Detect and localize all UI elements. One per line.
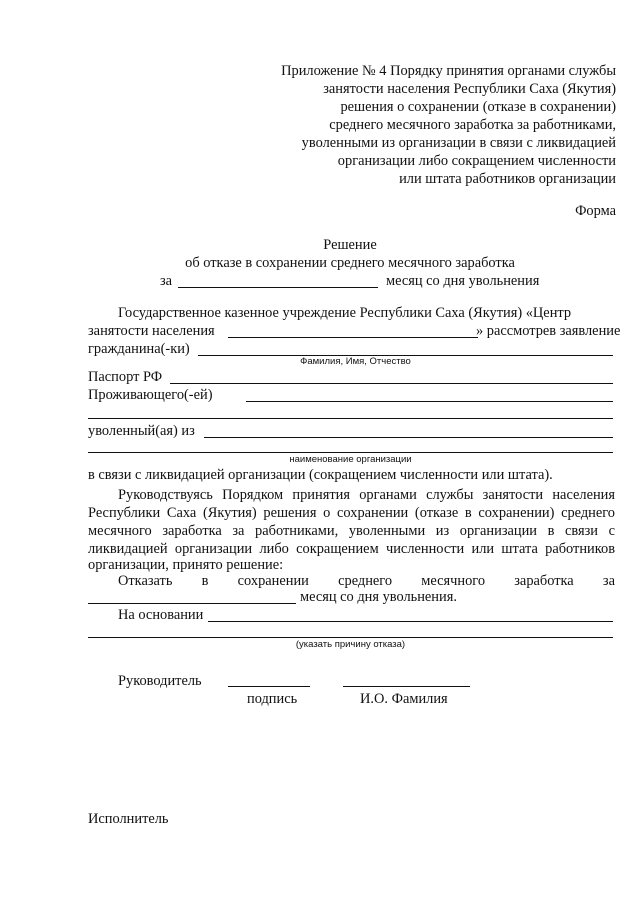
- residing-label: Проживающего(-ей): [88, 387, 213, 403]
- refuse-months-blank: [88, 603, 296, 604]
- basis-label: На основании: [118, 607, 204, 623]
- guided-line-3: месячного заработка за работниками, уволенными из организации в связи с: [88, 523, 615, 539]
- basis-blank-2: [88, 637, 613, 638]
- signature-caption: подпись: [247, 691, 298, 707]
- cause-caption: (указать причину отказа): [295, 639, 406, 650]
- passport-label: Паспорт РФ: [88, 369, 163, 385]
- refuse-word: в: [201, 573, 209, 589]
- appendix-line: занятости населения Республики Саха (Якутия): [323, 81, 616, 97]
- refuse-word: среднего: [338, 573, 393, 589]
- address-blank: [246, 401, 613, 402]
- title-decision: Решение: [323, 237, 377, 253]
- title-za: за: [160, 273, 173, 289]
- citizen-label: гражданина(-ки): [88, 341, 190, 357]
- name-caption: И.О. Фамилия: [360, 691, 448, 707]
- application-text: » рассмотрев заявление: [476, 323, 621, 339]
- institution-line: Государственное казенное учреждение Республики Саха (Якутия) «Центр: [118, 305, 572, 321]
- refuse-word: за: [602, 573, 615, 589]
- guided-line-2: Республики Саха (Якутия) решения о сохранении (отказе в сохранении) среднего: [88, 505, 615, 521]
- basis-blank: [208, 621, 613, 622]
- guided-line-4: ликвидацией организации либо сокращением численности или штата работников: [88, 541, 615, 557]
- title-subject: об отказе в сохранении среднего месячного заработка: [185, 255, 515, 271]
- refuse-word: месячного: [421, 573, 486, 589]
- reason-line: в связи с ликвидацией организации (сокращением численности или штата).: [88, 467, 553, 483]
- passport-blank: [170, 383, 613, 384]
- appendix-line: Приложение № 4 Порядку принятия органами службы: [281, 63, 616, 79]
- organization-caption: наименование организации: [289, 454, 412, 465]
- months-blank-line: [178, 287, 378, 288]
- organization-blank: [204, 437, 613, 438]
- guided-line-1: Руководствуясь Порядком принятия органами службы занятости населения: [118, 487, 615, 503]
- appendix-line: уволенными из организации в связи с ликвидацией: [301, 135, 616, 151]
- dismissed-label: уволенный(ая) из: [88, 423, 195, 439]
- employment-center-label: занятости населения: [88, 323, 215, 339]
- fio-caption: Фамилия, Имя, Отчество: [300, 356, 411, 367]
- executor-label: Исполнитель: [88, 811, 169, 827]
- refuse-word: заработка: [514, 573, 574, 589]
- center-name-blank: [228, 337, 478, 338]
- appendix-line: или штата работников организации: [399, 171, 616, 187]
- organization-blank-2: [88, 452, 613, 453]
- title-months-tail: месяц со дня увольнения: [386, 273, 540, 289]
- decision-taken: организации, принято решение:: [88, 557, 284, 573]
- signature-blank: [228, 686, 310, 687]
- address-blank-2: [88, 418, 613, 419]
- refuse-tail: месяц со дня увольнения.: [300, 589, 457, 605]
- form-label: Форма: [575, 203, 616, 219]
- appendix-line: решения о сохранении (отказе в сохранении): [340, 99, 616, 115]
- appendix-header: [281, 62, 616, 188]
- appendix-line: среднего месячного заработка за работниками,: [329, 117, 616, 133]
- head-label: Руководитель: [118, 673, 202, 689]
- refuse-word: Отказать: [118, 573, 173, 589]
- refuse-word: сохранении: [237, 573, 309, 589]
- name-blank: [343, 686, 470, 687]
- appendix-line: организации либо сокращением численности: [337, 153, 616, 169]
